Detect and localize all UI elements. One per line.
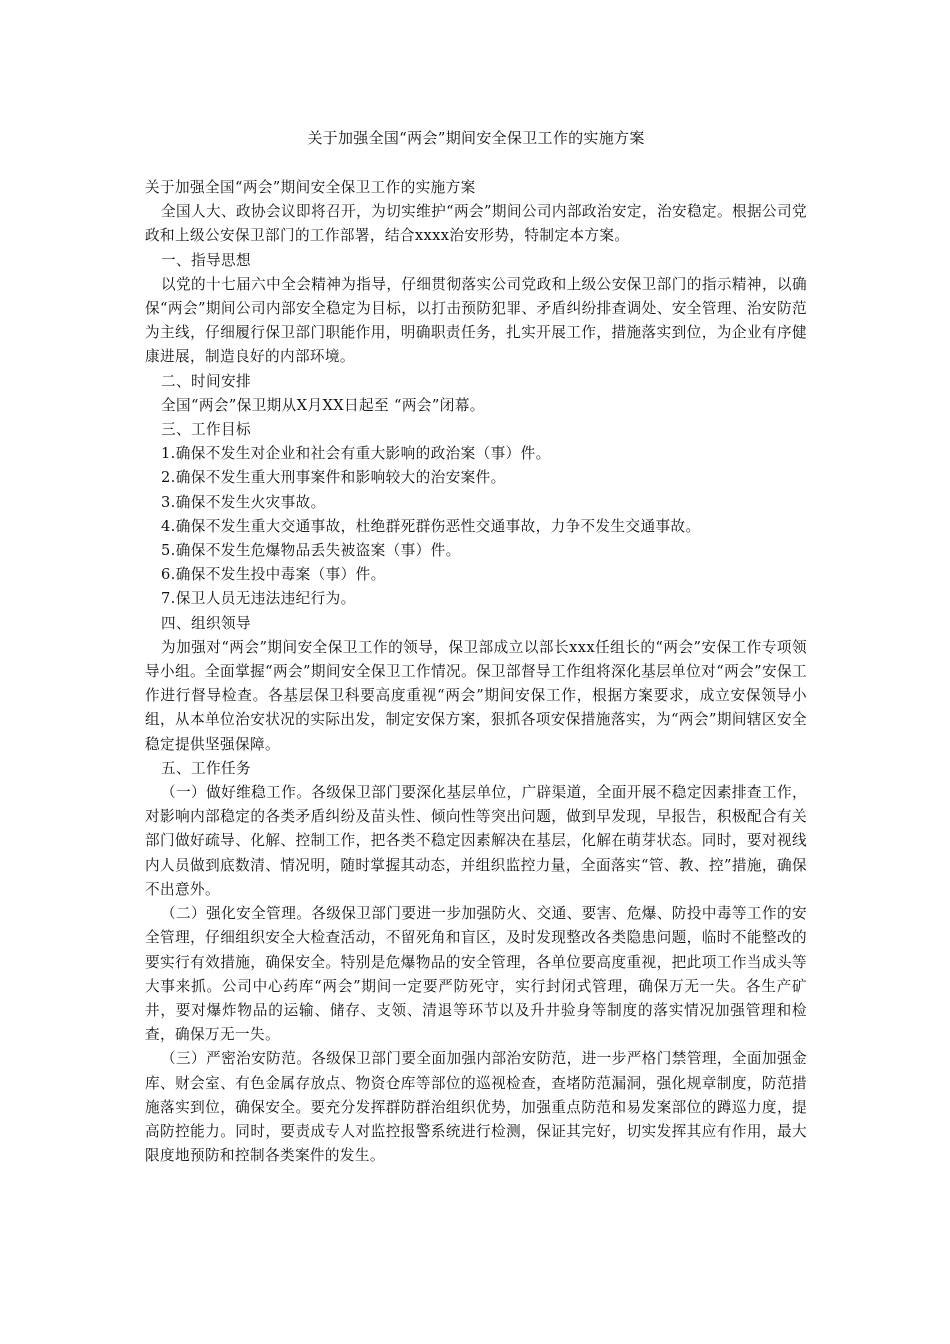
goal-list-item: 3.确保不发生火灾事故。 [161,493,326,511]
task-paragraph: （一）做好维稳工作。各级保卫部门要深化基层单位，广辟渠道，全面开展不稳定因素排查工作，对影响内部稳定的各类矛盾纠纷及苗头性、倾向性等突出问题，做到早发现，早报告，积极配合有关部门做好疏导、化解、控制工作，把各类不稳定因素解决在基层，化解在萌芽状态。同时，要对视线内人员做到底数清、情况明，随时掌握其动态，并组织监控力量，全面落实“管、教、控”措施，确保不出意外。 [145,784,807,898]
goal-list-item: 7.保卫人员无违法违纪行为。 [161,590,356,608]
section-heading-schedule: 二、时间安排 [161,372,251,390]
section-paragraph: 全国“两会”保卫期从X月XX日起至 “两会”闭幕。 [161,396,485,414]
document-title: 关于加强全国“两会”期间安全保卫工作的实施方案 [307,129,645,147]
intro-paragraph: 全国人大、政协会议即将召开，为切实维护“两会”期间公司内部政治安定，治安稳定。根据公司党政和上级公安保卫部门的工作部署，结合xxxx治安形势，特制定本方案。 [145,203,807,245]
section-heading-organization: 四、组织领导 [161,614,251,632]
section-heading-guiding-ideology: 一、指导思想 [161,251,251,269]
goal-list-item: 6.确保不发生投中毒案（事）件。 [161,566,386,584]
goal-list-item: 5.确保不发生危爆物品丢失被盗案（事）件。 [161,542,461,560]
goal-list-item: 1.确保不发生对企业和社会有重大影响的政治案（事）件。 [161,445,551,463]
section-heading-tasks: 五、工作任务 [161,759,251,777]
section-paragraph: 以党的十七届六中全会精神为指导，仔细贯彻落实公司党政和上级公安保卫部门的指示精神，以确保“两会”期间公司内部安全稳定为目标，以打击预防犯罪、矛盾纠纷排查调处、安全管理、治安防范为主线，仔细履行保卫部门职能作用，明确职责任务，扎实开展工作，措施落实到位，为企业有序健康进展，制造良好的内部环境。 [145,275,807,366]
goal-list-item: 4.确保不发生重大交通事故，杜绝群死群伤恶性交通事故，力争不发生交通事故。 [161,517,701,535]
document-body [145,176,807,1168]
task-paragraph: （三）严密治安防范。各级保卫部门要全面加强内部治安防范，进一步严格门禁管理，全面加强金库、财会室、有色金属存放点、物资仓库等部位的巡视检查，查堵防范漏洞，强化规章制度，防范措施落实到位，确保安全。要充分发挥群防群治组织优势，加强重点防范和易发案部位的蹲巡力度，提高防控能力。同时，要责成专人对监控报警系统进行检测，保证其完好，切实发挥其应有作用，最大限度地预防和控制各类案件的发生。 [145,1050,807,1165]
section-heading-goals: 三、工作目标 [161,421,251,439]
goal-list-item: 2.确保不发生重大刑事案件和影响较大的治安案件。 [161,469,506,487]
document-subtitle: 关于加强全国“两会”期间安全保卫工作的实施方案 [145,179,476,196]
task-paragraph: （二）强化安全管理。各级保卫部门要进一步加强防火、交通、要害、危爆、防投中毒等工作的安全管理，仔细组织安全大检查活动，不留死角和盲区，及时发现整改各类隐患问题，临时不能整改的要实行有效措施，确保安全。特别是危爆物品的安全管理，各单位要高度重视，把此项工作当成头等大事来抓。公司中心药库“两会”期间一定要严防死守，实行封闭式管理，确保万无一失。各生产矿井，要对爆炸物品的运输、储存、支领、清退等环节以及升井验身等制度的落实情况加强管理和检查，确保万无一失。 [145,905,807,1044]
section-paragraph: 为加强对“两会”期间安全保卫工作的领导，保卫部成立以部长xxx任组长的“两会”安保工作专项领导小组。全面掌握“两会”期间安全保卫工作情况。保卫部督导工作组将深化基层单位对“两会”安保工作进行督导检查。各基层保卫科要高度重视“两会”期间安保工作，根据方案要求，成立安保领导小组，从本单位治安状况的实际出发，制定安保方案，狠抓各项安保措施落实，为“两会”期间辖区安全稳定提供坚强保障。 [145,638,807,753]
